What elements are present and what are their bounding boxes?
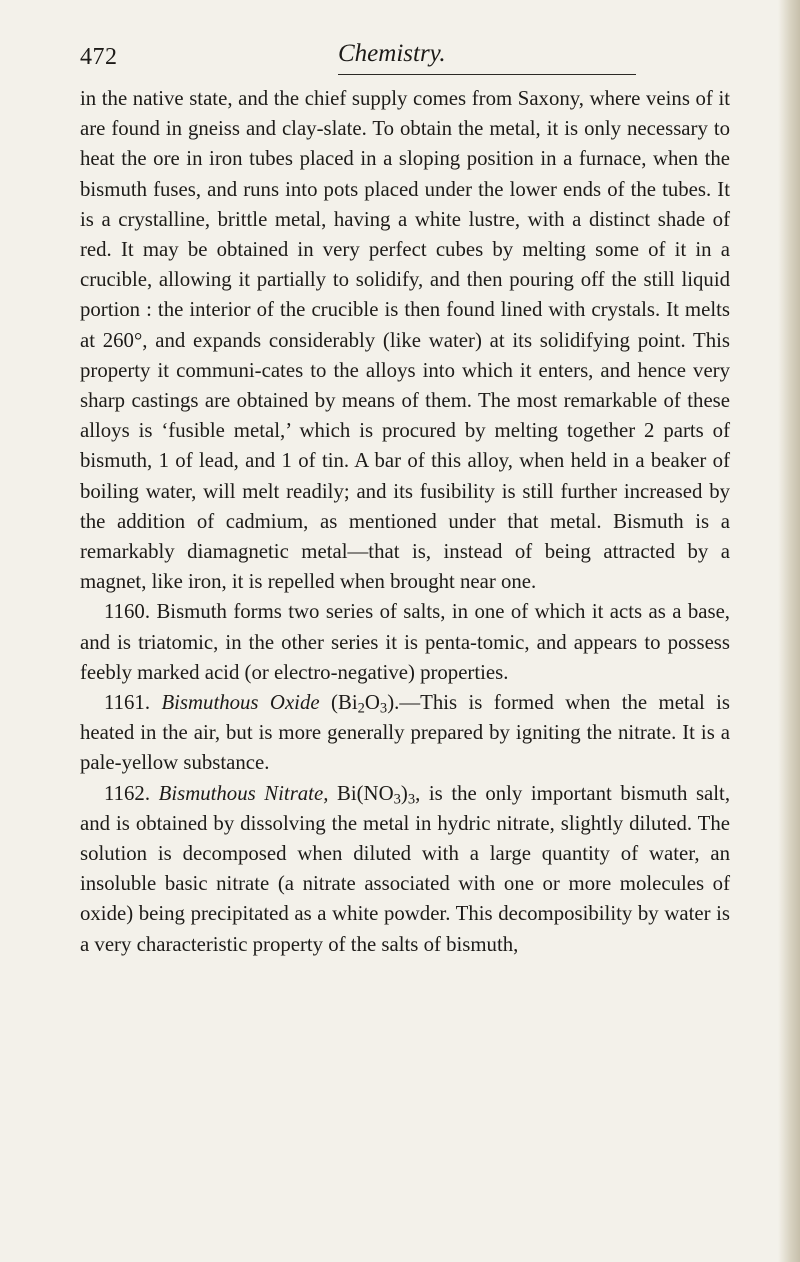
page-edge-shadow xyxy=(778,0,800,1262)
body-text xyxy=(80,84,730,960)
paragraph-1162 xyxy=(80,779,730,960)
paragraph-text: Bismuth forms two series of salts, in one of which it acts as a base, and is triatomic, in the other series it is penta-tomic, and appears to possess feebly marked acid (or electro-negative) properties. xyxy=(80,600,731,684)
chemical-formula: $Bi(NO_3)_3$, xyxy=(336,781,421,808)
section-number: 1160. xyxy=(104,600,151,624)
section-number: 1162. xyxy=(104,781,151,805)
paragraph-text: is the only important bismuth salt, and is obtained by dissolving the metal in hydric nitrate, slightly diluted. The solution is decomposed when diluted with a large quantity of water, an insoluble basic nitrate (a nitrate associated with one or more molecules of oxide) being precipitated as a white powder. This decomposibility by water is a very characteristic property of the salts of bismuth, xyxy=(80,781,731,956)
compound-title: Bismuthous Nitrate, xyxy=(158,781,329,805)
chemical-formula: $(Bi_2O_3)$. xyxy=(331,691,400,717)
page-header xyxy=(80,38,730,78)
paragraph-1160 xyxy=(80,597,730,688)
compound-title: Bismuthous Oxide xyxy=(161,691,320,715)
section-number: 1161. xyxy=(104,691,151,715)
header-rule xyxy=(338,74,636,75)
paragraph-continued: in the native state, and the chief supply comes from Saxony, where veins of it are found in gneiss and clay-slate. To obtain the metal, it is only necessary to heat the ore in iron tubes placed in a sloping position in a furnace, when the bismuth fuses, and runs into pots placed under the lower ends of the tubes. It is a crystalline, brittle metal, having a white lustre, with a distinct shade of red. It may be obtained in very perfect cubes by melting some of it in a crucible, allowing it partially to solidify, and then pouring off the still liquid portion : the interior of the crucible is then found lined with crystals. It melts at 260°, and expands considerably (like water) at its solidifying point. This property it communi-cates to the alloys into which it enters, and hence very sharp castings are obtained by means of them. The most remarkable of these alloys is ‘fusible metal,’ which is procured by melting together 2 parts of bismuth, 1 of lead, and 1 of tin. A bar of this alloy, when held in a beaker of boiling water, will melt readily; and its fusibility is still further increased by the addition of cadmium, as mentioned under that metal. Bismuth is a remarkably diamagnetic metal—that is, instead of being attracted by a magnet, like iron, it is repelled when brought near one. xyxy=(80,87,730,594)
page-number: 472 xyxy=(80,44,118,70)
paragraph-1161 xyxy=(80,688,730,779)
running-head: Chemistry. xyxy=(338,40,446,67)
paragraph-text: —This is formed when the metal is heated in the air, but is more generally prepared by igniting the nitrate. It is a pale-yellow substance. xyxy=(80,691,731,775)
